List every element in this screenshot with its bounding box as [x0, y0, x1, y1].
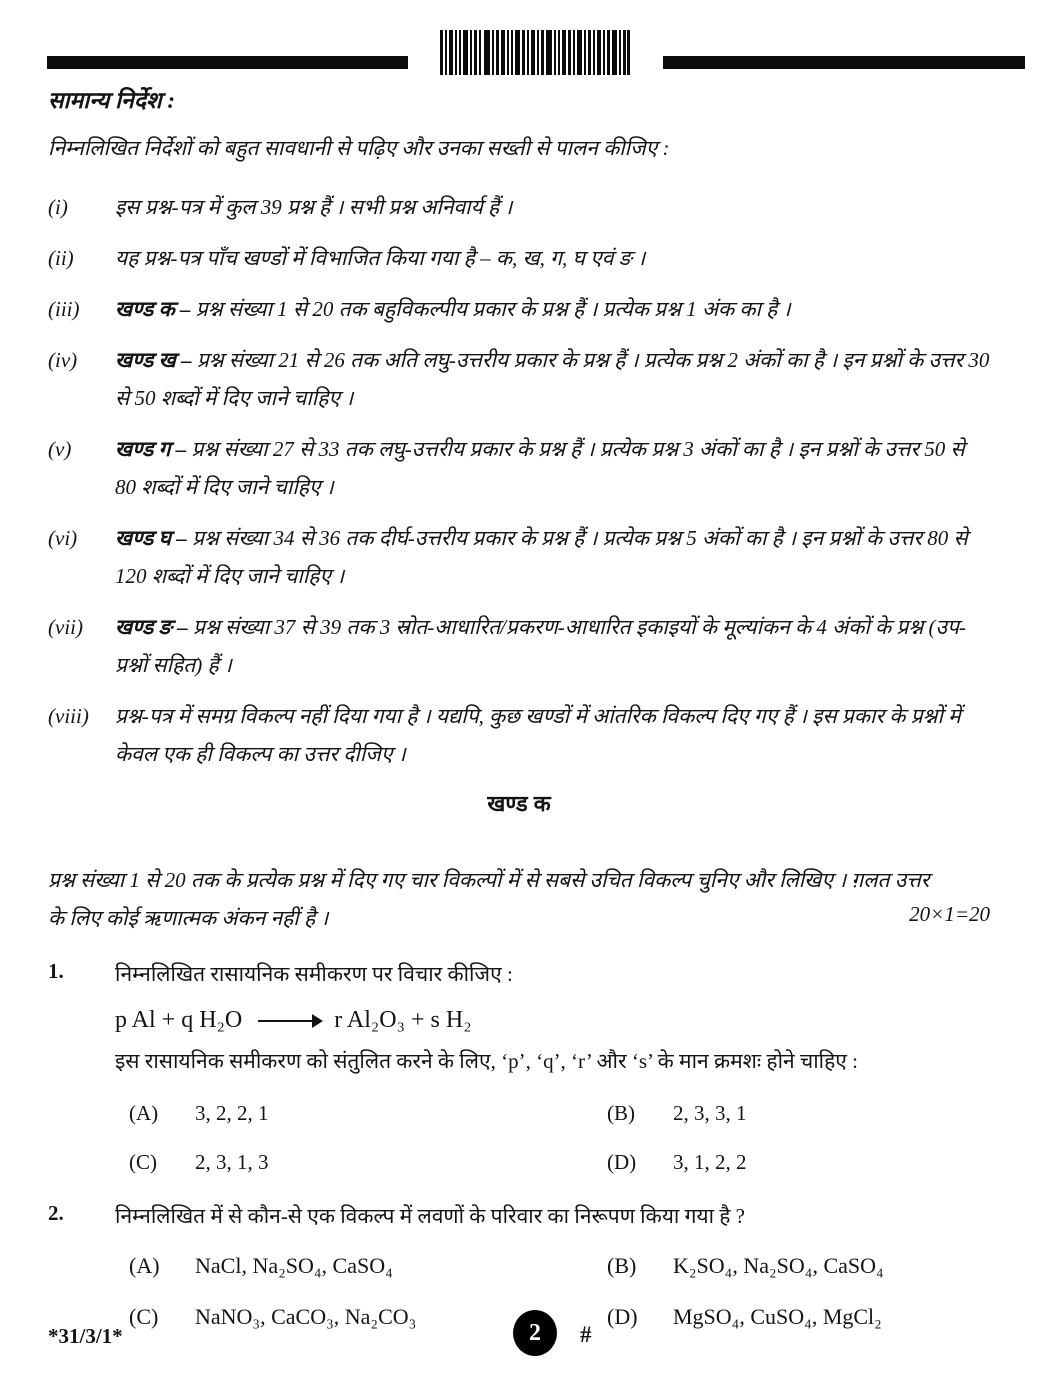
page-content: [48, 86, 990, 1334]
instruction-lead: खण्ड क –: [115, 297, 191, 321]
instruction-lead: खण्ड ङ –: [115, 615, 188, 639]
instruction-number: (vii): [48, 615, 83, 639]
instruction-lead: खण्ड ख –: [115, 348, 192, 372]
instruction-item: [48, 608, 990, 684]
instruction-number: (v): [48, 437, 72, 461]
question-body: [115, 959, 990, 1179]
section-note-block: [48, 861, 990, 937]
top-left-rule: [47, 56, 408, 69]
option-label: (C): [129, 1304, 159, 1329]
barcode-icon: [440, 30, 630, 75]
question-block-1: [48, 959, 990, 1179]
instruction-item: [48, 519, 990, 595]
general-instructions-intro: निम्नलिखित निर्देशों को बहुत सावधानी से पढ़िए और उनका सख्ती से पालन कीजिए :: [48, 136, 670, 160]
instruction-body: प्रश्न संख्या 27 से 33 तक लघु-उत्तरीय प्रकार के प्रश्न हैं । प्रत्येक प्रश्न 3 अंकों का है । इन प्रश्नों के उत्तर 50 से 80 शब्दों में दिए जाने चाहिए ।: [115, 437, 965, 499]
marks-value: 20×1=20: [909, 902, 990, 926]
option-label: (C): [129, 1150, 157, 1174]
page-footer: [0, 1306, 1046, 1366]
option-value: NaNO₃, CaCO₃, Na₂CO₃: [195, 1304, 417, 1329]
instruction-body: प्रश्न संख्या 1 से 20 तक बहुविकल्पीय प्रकार के प्रश्न हैं । प्रत्येक प्रश्न 1 अंक का है ।: [195, 297, 791, 321]
question-number: 1.: [48, 959, 64, 983]
instruction-text: [115, 239, 990, 277]
instruction-body: इस प्रश्न-पत्र में कुल 39 प्रश्न हैं । सभी प्रश्न अनिवार्य हैं ।: [115, 195, 513, 219]
instruction-text: [115, 341, 990, 417]
option-value: 3, 1, 2, 2: [673, 1150, 747, 1174]
instruction-number: (i): [48, 195, 68, 219]
instruction-item: [48, 239, 990, 277]
instruction-text: [115, 519, 990, 595]
option-label: (A): [129, 1253, 160, 1278]
equation-lhs: p Al + q H₂O: [115, 1007, 243, 1033]
option-value: 3, 2, 2, 1: [195, 1101, 269, 1125]
instruction-body: प्रश्न-पत्र में समग्र विकल्प नहीं दिया गया है । यद्यपि, कुछ खण्डों में आंतरिक विकल्प दिए गए हैं । इस प्रकार के प्रश्नों में केवल एक ही विकल्प का उत्तर दीजिए ।: [115, 704, 961, 766]
section-heading: खण्ड क: [487, 791, 551, 816]
option-label: (D): [607, 1304, 638, 1329]
instruction-lead: खण्ड ग –: [115, 437, 187, 461]
option-label: (B): [607, 1253, 637, 1278]
instruction-lead: खण्ड घ –: [115, 526, 187, 550]
instruction-item: [48, 341, 990, 417]
top-right-rule: [663, 56, 1025, 69]
option-value: 2, 3, 3, 1: [673, 1101, 747, 1125]
instruction-item: [48, 430, 990, 506]
reaction-arrow-icon: [258, 1020, 320, 1022]
instruction-text: [115, 188, 990, 226]
paper-code: *31/3/1*: [48, 1324, 123, 1348]
instruction-number: (iii): [48, 297, 80, 321]
question-number: 2.: [48, 1201, 64, 1225]
option-value: K₂SO₄, Na₂SO₄, CaSO₄: [673, 1253, 884, 1278]
instruction-number: (ii): [48, 246, 74, 270]
instruction-text: [115, 608, 990, 684]
option-value: NaCl, Na₂SO₄, CaSO₄: [195, 1253, 393, 1278]
question-text: निम्नलिखित रासायनिक समीकरण पर विचार कीजिए :: [115, 962, 513, 986]
option-label: (D): [607, 1150, 637, 1174]
instruction-body: प्रश्न संख्या 34 से 36 तक दीर्घ-उत्तरीय प्रकार के प्रश्न हैं । प्रत्येक प्रश्न 5 अंकों का है । इन प्रश्नों के उत्तर 80 से 120 शब्दों में दिए जाने चाहिए ।: [115, 526, 968, 588]
equation-rhs: r Al₂O₃ + s H₂: [334, 1007, 472, 1033]
instruction-item: [48, 697, 990, 773]
option-value: 2, 3, 1, 3: [195, 1150, 269, 1174]
chemical-equation: [115, 1007, 990, 1034]
question-text: निम्नलिखित में से कौन-से एक विकल्प में लवणों के परिवार का निरूपण किया गया है ?: [115, 1204, 745, 1228]
instruction-text: [115, 290, 990, 328]
instruction-body: यह प्रश्न-पत्र पाँच खण्डों में विभाजित किया गया है – क, ख, ग, घ एवं ङ ।: [115, 246, 646, 270]
instruction-body: प्रश्न संख्या 37 से 39 तक 3 स्रोत-आधारित/प्रकरण-आधारित इकाइयों के मूल्यांकन के 4 अंकों के प्रश्न (उप-प्रश्नों सहित) हैं ।: [115, 615, 966, 677]
instruction-number: (viii): [48, 704, 89, 728]
option-label: (A): [129, 1101, 159, 1125]
option-value: MgSO₄, CuSO₄, MgCl₂: [673, 1304, 882, 1329]
options-grid: [115, 1096, 990, 1179]
question-subtext: इस रासायनिक समीकरण को संतुलित करने के लिए, ‘p’, ‘q’, ‘r’ और ‘s’ के मान क्रमशः होने चाहिए :: [115, 1049, 858, 1073]
general-instructions-title: सामान्य निर्देश :: [48, 88, 176, 113]
instruction-number: (iv): [48, 348, 78, 372]
instruction-text: [115, 697, 990, 773]
instruction-body: प्रश्न संख्या 21 से 26 तक अति लघु-उत्तरीय प्रकार के प्रश्न हैं । प्रत्येक प्रश्न 2 अंकों का है । इन प्रश्नों के उत्तर 30 से 50 शब्दों में दिए जाने चाहिए ।: [115, 348, 990, 410]
instruction-text: [115, 430, 990, 506]
option-label: (B): [607, 1101, 635, 1125]
section-note: प्रश्न संख्या 1 से 20 तक के प्रत्येक प्रश्न में दिए गए चार विकल्पों में से सबसे उचित विकल्प चुनिए और लिखिए । ग़लत उत्तर के लिए कोई ऋणात्मक अंकन नहीं है ।: [48, 868, 930, 930]
instruction-item: [48, 188, 990, 226]
page-number-badge: 2: [513, 1310, 557, 1356]
hash-symbol: #: [580, 1322, 592, 1347]
instruction-number: (vi): [48, 526, 78, 550]
instruction-item: [48, 290, 990, 328]
